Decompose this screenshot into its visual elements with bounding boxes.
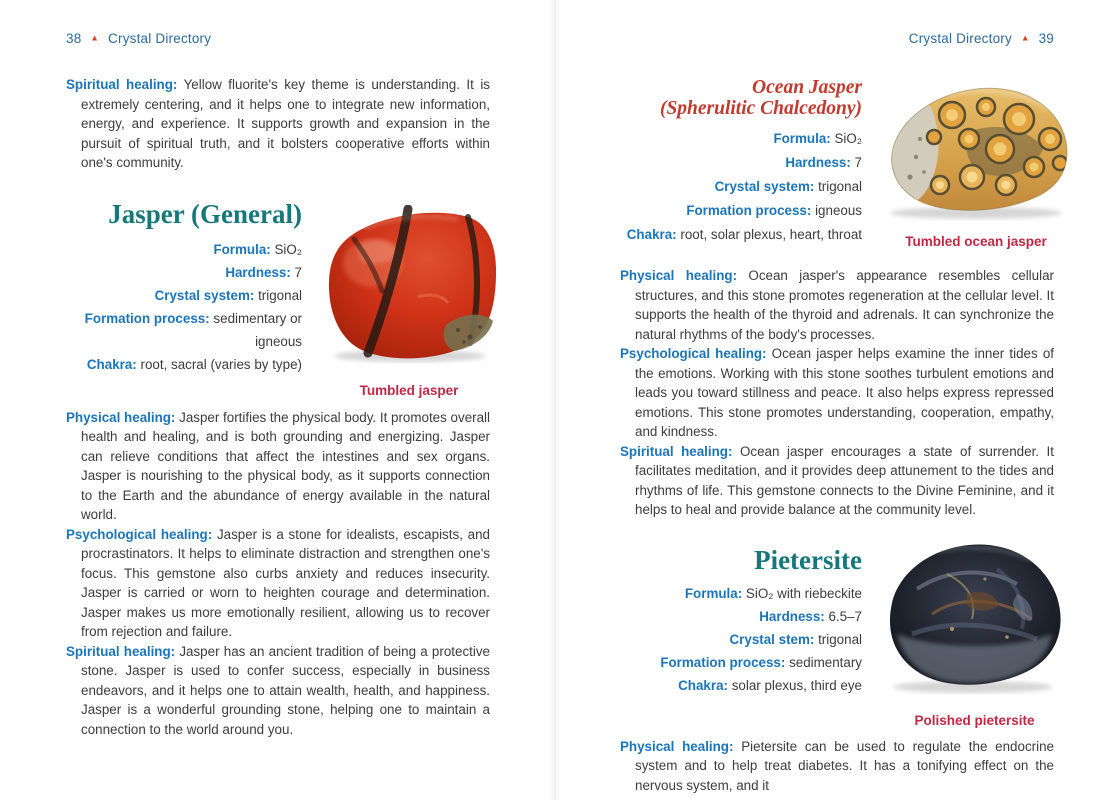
triangle-bullet-icon: ▲ <box>1020 32 1030 43</box>
ocean-jasper-entry-header <box>620 77 1054 249</box>
ocean-jasper-entry-info <box>620 77 862 247</box>
property-row <box>66 284 302 307</box>
ocean-jasper-entry-title <box>620 77 862 119</box>
property-label: Chakra: <box>86 356 137 372</box>
pietersite-figure <box>877 539 1072 728</box>
left-page-number: 38 <box>66 30 82 46</box>
pietersite-photo-caption: Polished pietersite <box>914 712 1035 728</box>
jasper-photo-caption: Tumbled jasper <box>359 382 459 398</box>
paragraph-physical-healing <box>620 266 1054 344</box>
property-row <box>620 605 862 628</box>
paragraph-psychological-healing <box>66 525 490 642</box>
tumbled-ocean-jasper-photo <box>874 77 1078 222</box>
pietersite-entry-info <box>620 545 862 697</box>
property-row <box>620 175 862 199</box>
pietersite-properties <box>620 582 862 697</box>
paragraph-text: Ocean jasper encourages a state of surrender. It facilitates meditation, and it provides deep attunement to the tides and rhythms of life. This gemstone connects to the Divine Feminine, and it helps to heal and provide balance at the community level. <box>635 443 1054 517</box>
tumbled-jasper-photo <box>318 205 500 365</box>
paragraph-label: Psychological healing: <box>66 526 213 542</box>
property-row <box>66 238 302 261</box>
jasper-paragraphs <box>66 408 490 740</box>
triangle-bullet-icon: ▲ <box>90 32 100 43</box>
jasper-properties <box>66 238 306 376</box>
property-value: sedimentary <box>789 654 862 670</box>
right-header-title: Crystal Directory <box>908 30 1012 46</box>
right-page <box>620 30 1054 795</box>
paragraph-spiritual-healing <box>66 642 490 740</box>
property-value: root, sacral (varies by type) <box>140 356 302 372</box>
jasper-entry-header <box>66 199 490 398</box>
paragraph-physical-healing <box>66 408 490 525</box>
ocean-jasper-paragraphs <box>620 266 1054 520</box>
jasper-entry-title: Jasper (General) <box>108 198 302 229</box>
property-value: trigonal <box>818 179 862 194</box>
right-page-number: 39 <box>1038 30 1054 46</box>
property-value: SiO₂ <box>274 241 302 257</box>
property-label: Hardness: <box>225 264 291 280</box>
property-row <box>620 199 862 223</box>
paragraph-label: Spiritual healing: <box>620 443 733 459</box>
property-row <box>620 628 862 651</box>
paragraph-psychological-healing <box>620 344 1054 442</box>
property-value: 6.5–7 <box>828 608 862 624</box>
property-row <box>620 127 862 151</box>
property-value: root, solar plexus, heart, throat <box>680 227 862 242</box>
paragraph-spiritual-healing <box>620 442 1054 520</box>
property-label: Formula: <box>213 241 271 257</box>
ocean-jasper-figure <box>874 77 1078 249</box>
property-row <box>620 223 862 247</box>
jasper-entry-info <box>66 199 306 376</box>
property-label: Crystal stem: <box>729 631 815 647</box>
property-value: 7 <box>294 264 302 280</box>
property-value: 7 <box>854 155 862 170</box>
property-label: Hardness: <box>785 155 851 170</box>
property-value: igneous <box>815 203 862 218</box>
jasper-figure <box>318 205 500 398</box>
title-line: Ocean Jasper <box>752 77 862 98</box>
property-row <box>66 307 302 353</box>
paragraph-text: Yellow fluorite's key theme is understanding. It is extremely centering, and it helps one to integrate new information, energy, and experience. It supports growth and expansion in the pursuit of spiritual truth, and it bolsters cooperative efforts within one's community. <box>81 77 490 170</box>
paragraph-label: Physical healing: <box>66 409 176 425</box>
property-row <box>66 353 302 376</box>
paragraph-text: Jasper is a stone for idealists, escapists, and procrastinators. It helps to eliminate distraction and strengthen one's focus. This gemstone also curbs anxiety and reduces insecurity. Jasper is carried or worn to heighten courage and determination. Jasper makes us more emotionally resilient, allowing us to recover from rejection and failure. <box>81 526 490 639</box>
paragraph-label: Physical healing: <box>620 268 738 283</box>
property-label: Formula: <box>773 131 831 146</box>
left-header-title: Crystal Directory <box>108 30 212 46</box>
paragraph-text: Ocean jasper helps examine the inner tides of the emotions. Working with this stone soothes turbulent emotions and leads you toward stillness and peace. It also helps express repressed emotions. This stone promotes understanding, cooperation, empathy, and kindness. <box>635 346 1054 439</box>
paragraph-text: Jasper fortifies the physical body. It promotes overall health and healing, and is both grounding and energizing. Jasper can relieve conditions that affect the intestines and sex organs. Jasper is nourishing to the physical body, as it supports connection to the Earth and the abundance of energy available in the natural world. <box>81 409 490 522</box>
property-label: Formation process: <box>660 654 786 670</box>
property-label: Chakra: <box>626 227 677 242</box>
property-label: Formula: <box>684 585 743 601</box>
intro-paragraph-spiritual-healing <box>66 75 490 173</box>
pietersite-entry-header <box>620 545 1054 728</box>
pietersite-paragraphs <box>620 737 1054 796</box>
property-value: sedimentary or igneous <box>213 310 302 349</box>
property-row <box>620 582 862 605</box>
property-row <box>66 261 302 284</box>
left-page <box>66 30 490 739</box>
paragraph-text: Pietersite can be used to regulate the endocrine system and to help treat diabetes. It has a tonifying effect on the nervous system, and it <box>635 738 1054 793</box>
pietersite-entry-title: Pietersite <box>754 544 862 575</box>
property-label: Crystal system: <box>154 287 255 303</box>
paragraph-text: Jasper has an ancient tradition of being a protective stone. Jasper is used to confer success, especially in business endeavors, and it helps one to attain wealth, health, and happiness. Jasper is a wonderful grounding stone, helping one to maintain a connection to the world around you. <box>81 643 490 737</box>
property-value: SiO₂ with riebeckite <box>745 585 862 601</box>
property-row <box>620 651 862 674</box>
property-value: SiO₂ <box>834 131 862 146</box>
property-row <box>620 674 862 697</box>
paragraph-label: Spiritual healing: <box>66 643 176 659</box>
right-running-head <box>620 30 1054 46</box>
property-value: trigonal <box>818 631 862 647</box>
property-value: trigonal <box>258 287 302 303</box>
property-label: Crystal system: <box>714 179 815 194</box>
polished-pietersite-photo <box>877 539 1072 696</box>
property-label: Formation process: <box>686 203 812 218</box>
paragraph-physical-healing <box>620 737 1054 796</box>
page-gutter <box>549 0 561 800</box>
property-label: Formation process: <box>84 310 210 326</box>
paragraph-label: Psychological healing: <box>620 346 767 361</box>
property-row <box>620 151 862 175</box>
paragraph-text: Ocean jasper's appearance resembles cellular structures, and this stone promotes regeneration at the cellular level. It supports the health of the thyroid and adrenals. It can synchronize the natural rhythms of the body's processes. <box>635 268 1054 342</box>
title-line: (Spherulitic Chalcedony) <box>659 98 862 119</box>
ocean-jasper-properties <box>620 127 862 247</box>
left-running-head <box>66 30 490 46</box>
ocean-jasper-photo-caption: Tumbled ocean jasper <box>905 234 1047 249</box>
property-label: Hardness: <box>759 608 825 624</box>
property-value: solar plexus, third eye <box>731 677 862 693</box>
paragraph-label: Spiritual healing: <box>66 77 178 92</box>
paragraph-label: Physical healing: <box>620 738 734 754</box>
property-label: Chakra: <box>678 677 728 693</box>
